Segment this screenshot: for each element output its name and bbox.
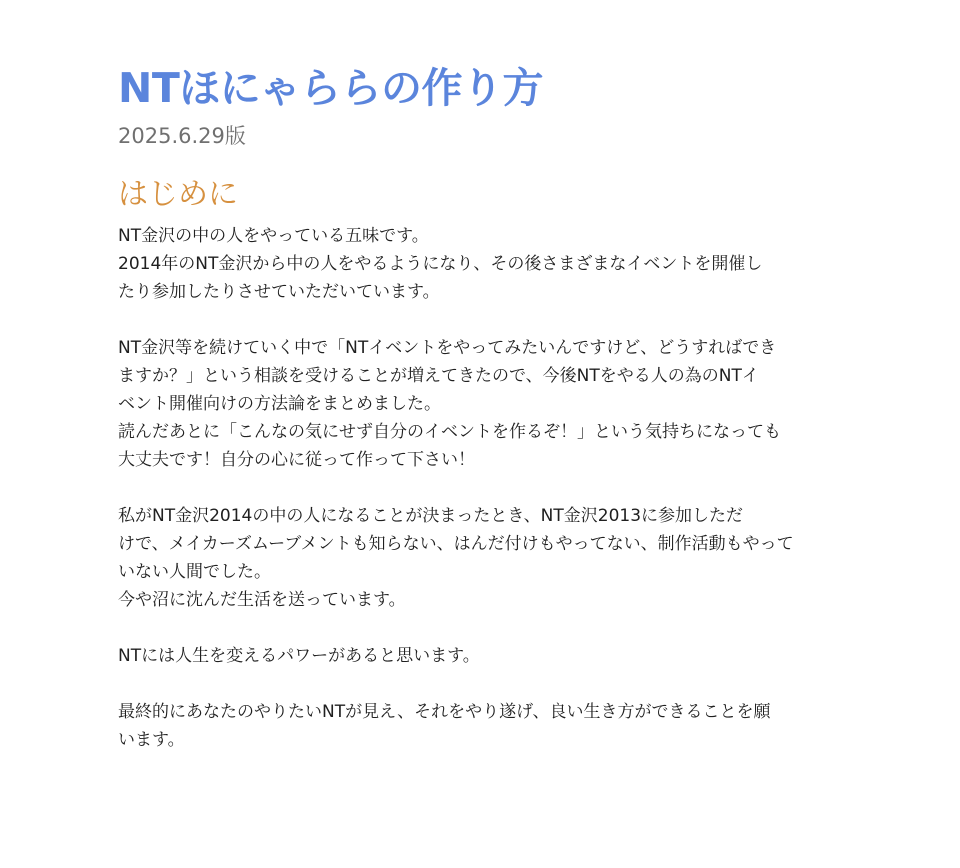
paragraph-line: います。 [118, 730, 185, 750]
paragraph-line: 2014年のNT金沢から中の人をやるようになり、その後さまざまなイベントを開催し [118, 254, 763, 274]
paragraph-line: 最終的にあなたのやりたいNTが見え、それをやり遂げ、良い生き方ができることを願 [118, 702, 771, 722]
section-heading-introduction: はじめに [118, 177, 238, 212]
document-version: 2025.6.29版 [118, 124, 246, 148]
paragraph-3 [118, 502, 844, 614]
paragraph-line: 読んだあとに「こんなの気にせず自分のイベントを作るぞ！」という気持ちになっても [118, 422, 781, 442]
paragraph-line: ベント開催向けの方法論をまとめました。 [118, 394, 441, 414]
paragraph-4 [118, 642, 844, 670]
paragraph-line: ますか？」という相談を受けることが増えてきたので、今後NTをやる人の為のNTイ [118, 366, 759, 386]
paragraph-line: 今や沼に沈んだ生活を送っています。 [118, 590, 406, 610]
paragraph-5 [118, 698, 844, 754]
paragraph-2 [118, 334, 844, 474]
paragraph-line: NTには人生を変えるパワーがあると思います。 [118, 646, 480, 666]
document [118, 60, 844, 754]
paragraph-line: NT金沢等を続けていく中で「NTイベントをやってみたいんですけど、どうすればでき [118, 338, 777, 358]
paragraph-line: いない人間でした。 [118, 562, 271, 582]
paragraph-line: 私がNT金沢2014の中の人になることが決まったとき、NT金沢2013に参加しただ [118, 506, 744, 526]
paragraph-line: NT金沢の中の人をやっている五味です。 [118, 226, 429, 246]
paragraph-1 [118, 222, 844, 306]
paragraph-line: たり参加したりさせていただいています。 [118, 282, 440, 302]
document-title: NTほにゃららの作り方 [118, 64, 543, 112]
paragraph-line: けで、メイカーズムーブメントも知らない、はんだ付けもやってない、制作活動もやって [118, 534, 794, 554]
paragraph-line: 大丈夫です！自分の心に従って作って下さい！ [118, 450, 475, 470]
